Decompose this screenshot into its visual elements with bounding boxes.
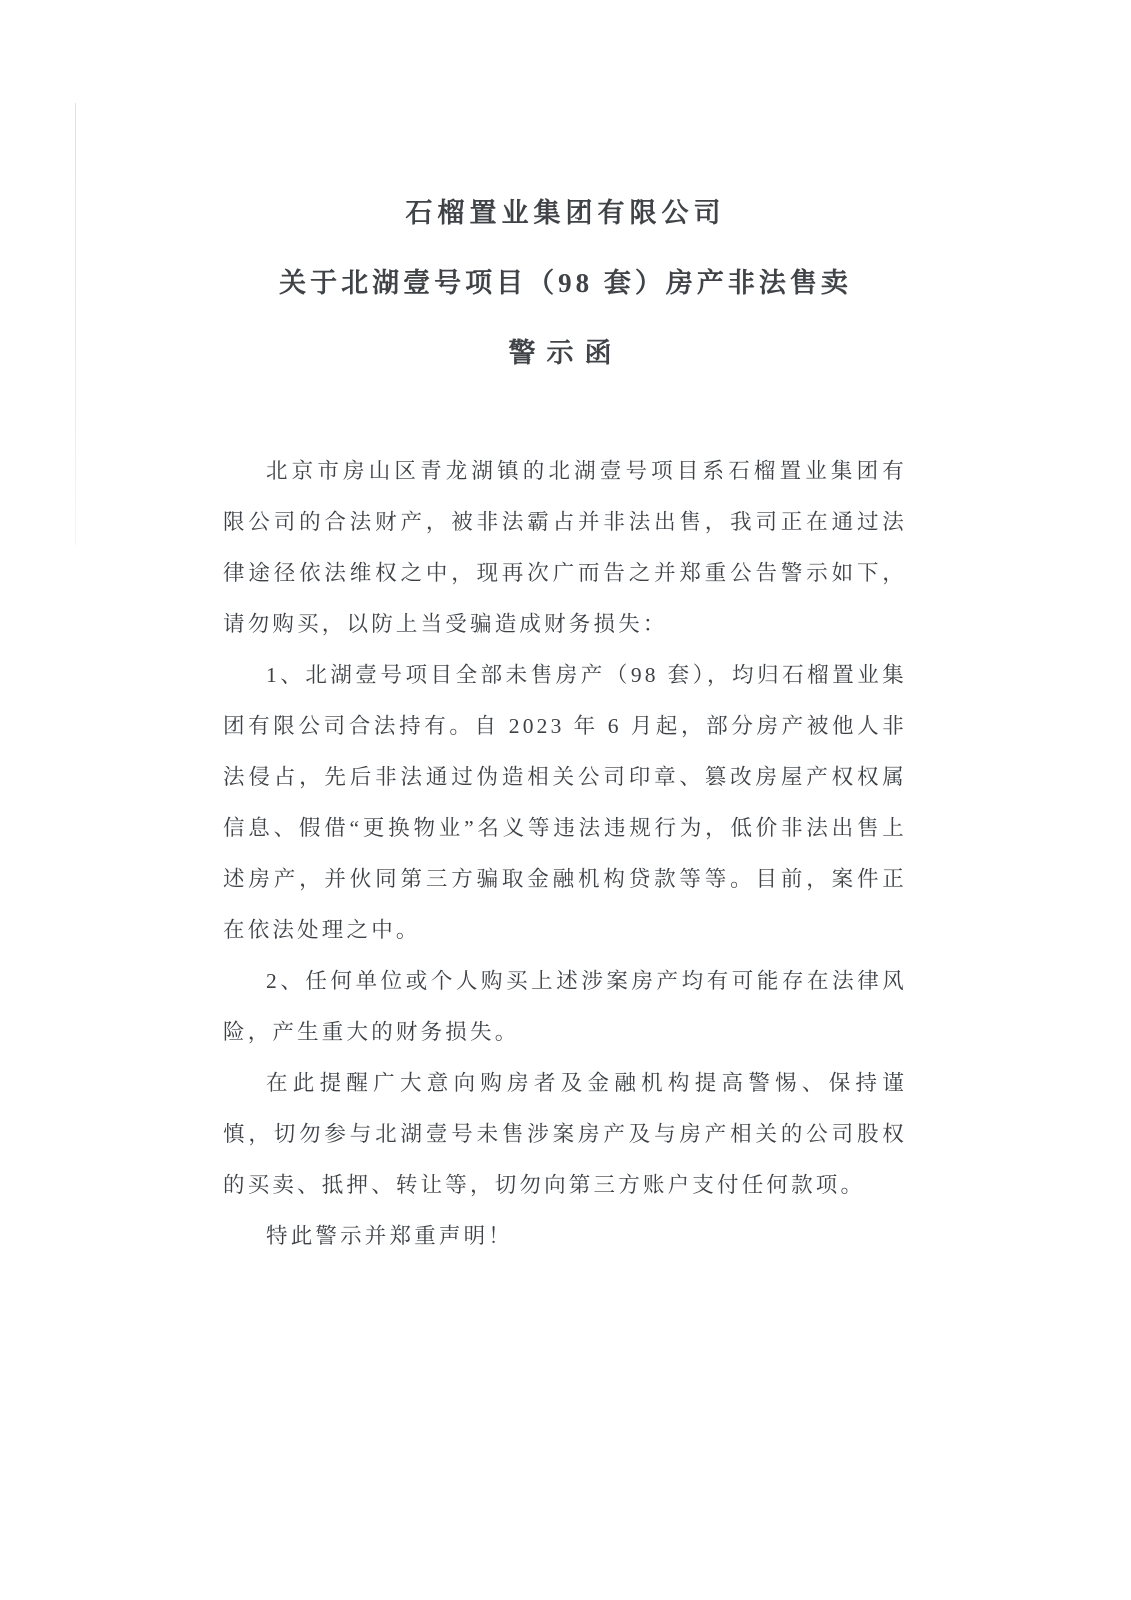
title-company-name: 石榴置业集团有限公司 [405,198,726,228]
paragraph-reminder: 在此提醒广大意向购房者及金融机构提高警惕、保持谨慎，切勿参与北湖壹号未售涉案房产及与房产相关的公司股权的买卖、抵押、转让等，切勿向第三方账户支付任何款项。 [223,1071,907,1197]
paragraph-closing: 特此警示并郑重声明！ [266,1224,514,1248]
paragraph-item-2: 2、任何单位或个人购买上述涉案房产均有可能存在法律风险，产生重大的财务损失。 [223,969,907,1044]
title-subject-line: 关于北湖壹号项目（98 套）房产非法售卖 [279,268,852,298]
title-doc-type: 警示函 [508,338,623,368]
paragraph-intro: 北京市房山区青龙湖镇的北湖壹号项目系石榴置业集团有限公司的合法财产，被非法霸占并非法出售，我司正在通过法律途径依法维权之中，现再次广而告之并郑重公告警示如下，请勿购买，以防上当受骗造成财务损失： [223,459,907,636]
document-body [223,446,907,1262]
paragraph-item-1: 1、北湖壹号项目全部未售房产（98 套），均归石榴置业集团有限公司合法持有。自 2023 年 6 月起，部分房产被他人非法侵占，先后非法通过伪造相关公司印章、篡改房屋产权权属信息、假借“更换物业”名义等违法违规行为，低价非法出售上述房产，并伙同第三方骗取金融机构贷款等等。目前，案件正在依法处理之中。 [223,663,907,942]
document-title-block [0,196,1131,406]
